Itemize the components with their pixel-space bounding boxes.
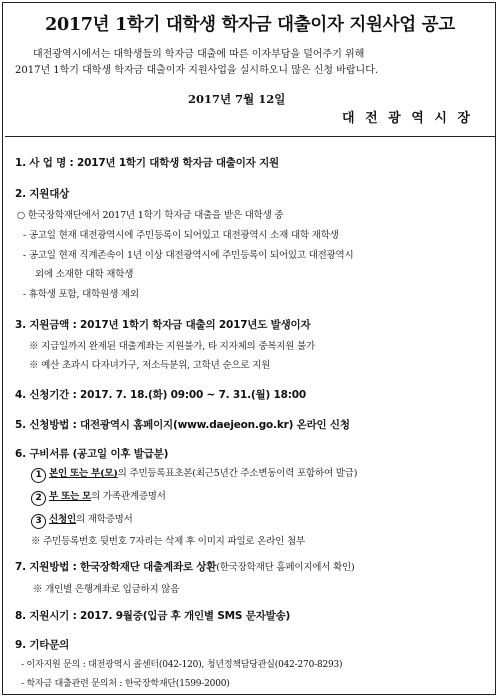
section-3-heading: 3. 지원금액 : 2017년 1학기 학자금 대출의 2017년도 발생이자 bbox=[15, 319, 311, 331]
document-subject: 부 또는 모 bbox=[49, 491, 92, 502]
intro-line-2: 2017년 1학기 대학생 학자금 대출이자 지원사업을 실시하오니 많은 신청 바랍니다. bbox=[15, 65, 379, 76]
document-desc: 의 재학증명서 bbox=[75, 514, 133, 525]
section-1-heading: 1. 사 업 명 : 2017년 1학기 대학생 학자금 대출이자 지원 bbox=[15, 157, 279, 169]
amount-note: ※ 예산 초과시 다자녀가구, 저소득분위, 고학년 순으로 지원 bbox=[29, 360, 271, 371]
section-4-heading: 4. 신청기간 : 2017. 7. 18.(화) 09:00 ~ 7. 31.(월) 18:00 bbox=[15, 389, 306, 401]
eligibility-item: ○ 한국장학재단에서 2017년 1학기 학자금 대출을 받은 대학생 중 bbox=[17, 210, 284, 221]
section-8-heading: 8. 지원시기 : 2017. 9월중(입금 후 개인별 SMS 문자발송) bbox=[15, 610, 291, 622]
document-item bbox=[31, 465, 357, 483]
intro-paragraph bbox=[15, 47, 485, 79]
circled-number: 3 bbox=[31, 514, 46, 529]
document-subject: 본인 또는 부(모) bbox=[49, 468, 118, 479]
method-detail: (한국장학재단 홈페이지에서 확인) bbox=[216, 562, 355, 573]
eligibility-item: - 공고일 현재 대전광역시에 주민등록이 되어있고 대전광역시 소재 대학 재학생 bbox=[23, 230, 339, 241]
section-7-heading bbox=[15, 559, 355, 574]
issuer-name: 대 전 광 역 시 장 bbox=[342, 111, 473, 126]
section-2-heading: 2. 지원대상 bbox=[15, 188, 70, 200]
section-6-heading: 6. 구비서류 (공고일 이후 발급분) bbox=[15, 448, 169, 460]
circled-number: 1 bbox=[31, 468, 46, 483]
method-heading: 7. 지원방법 : 한국장학재단 대출계좌로 상환 bbox=[15, 561, 217, 573]
document-desc: 의 가족관계증명서 bbox=[91, 491, 166, 502]
contact-item: - 학자금 대출관련 문의처 : 한국장학재단(1599-2000) bbox=[21, 679, 230, 689]
notice-date: 2017년 7월 12일 bbox=[188, 92, 286, 106]
documents-note: ※ 주민등록번호 뒷번호 7자리는 삭제 후 이미지 파일로 온라인 첨부 bbox=[31, 536, 305, 547]
notice-frame bbox=[2, 2, 496, 695]
section-5-heading: 5. 신청방법 : 대전광역시 홈페이지(www.daejeon.go.kr) 온라인 신청 bbox=[15, 419, 350, 431]
document-subject: 신청인 bbox=[49, 514, 76, 525]
document-item bbox=[31, 511, 133, 529]
circled-number: 2 bbox=[31, 491, 46, 506]
notice-title: 2017년 1학기 대학생 학자금 대출이자 지원사업 공고 bbox=[45, 15, 455, 35]
document-desc: 의 주민등록표초본(최근5년간 주소변동이력 포함하여 발급) bbox=[117, 468, 358, 479]
eligibility-item: 외에 소재한 대학 재학생 bbox=[35, 269, 134, 280]
eligibility-item: - 공고일 현재 직계존속이 1년 이상 대전광역시에 주민등록이 되어있고 대전광역시 bbox=[23, 250, 354, 261]
intro-line-1: 대전광역시에서는 대학생들의 학자금 대출에 따른 이자부담을 덜어주기 위해 bbox=[33, 49, 365, 60]
contact-item: - 이자지원 문의 : 대전광역시 콜센터(042-120), 청년정책담당관실(042-270-8293) bbox=[21, 660, 343, 670]
amount-note: ※ 지급일까지 완제된 대출계좌는 지원불가, 타 지자체의 중복지원 불가 bbox=[29, 341, 316, 352]
section-9-heading: 9. 기타문의 bbox=[15, 639, 70, 651]
method-note: ※ 개인별 은행계좌로 입금하지 않음 bbox=[33, 584, 180, 595]
eligibility-item: - 휴학생 포함, 대학원생 제외 bbox=[23, 289, 139, 300]
document-item bbox=[31, 488, 166, 506]
header-divider bbox=[5, 136, 495, 137]
